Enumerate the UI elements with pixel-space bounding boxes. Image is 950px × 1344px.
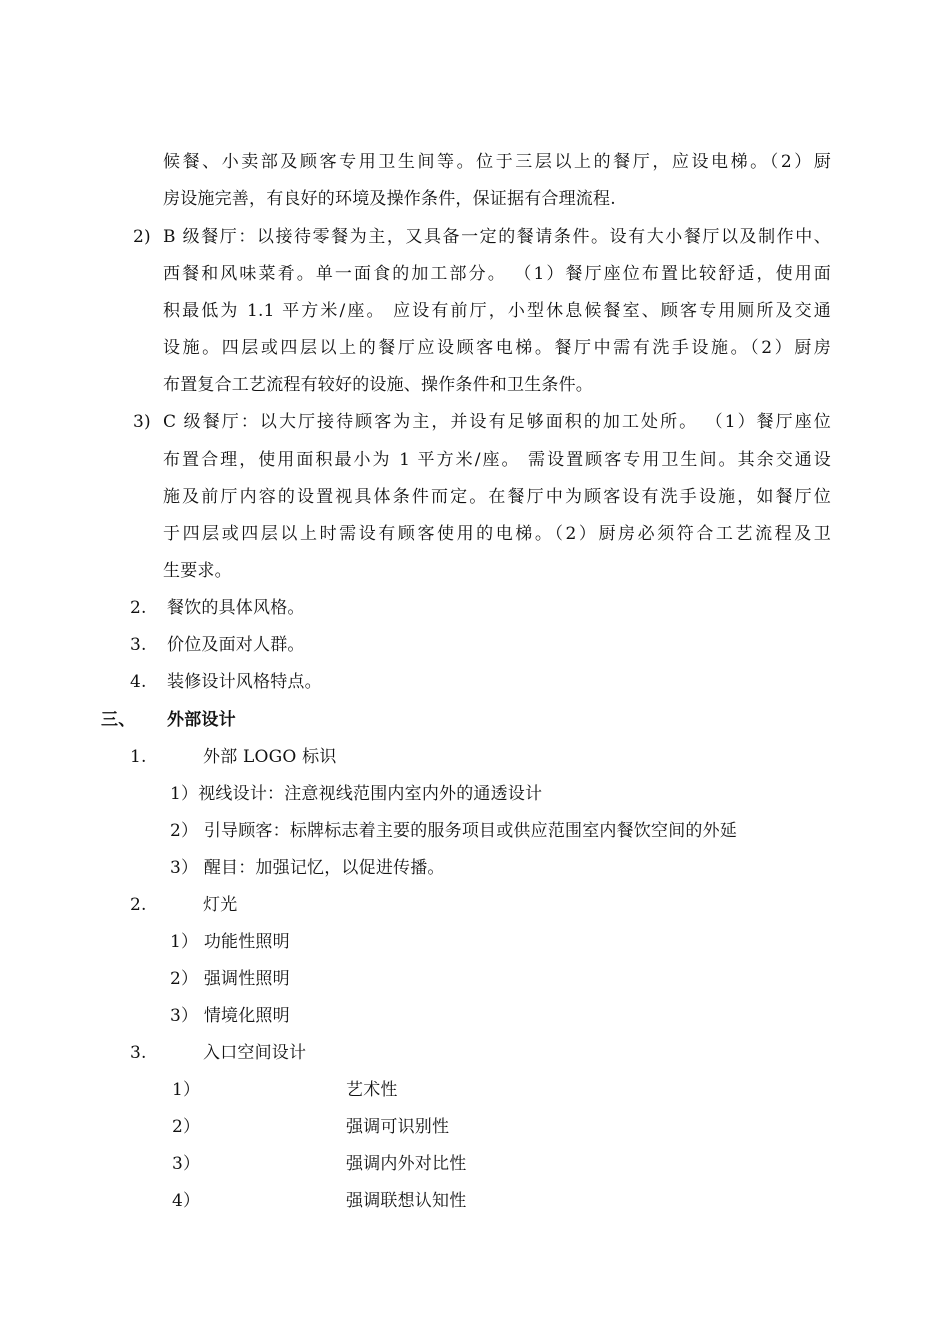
paragraph-c-line-2: 布置合理，使用面积最小为 1 平方米/座。 需设置顾客专用卫生间。其余交通设 bbox=[163, 450, 831, 470]
entrance-sub-4-text: 强调联想认知性 bbox=[346, 1191, 467, 1211]
section-three-title: 外部设计 bbox=[167, 710, 236, 730]
light-sub-3: 3） 情境化照明 bbox=[170, 1006, 290, 1026]
list-main-2-number: 2. bbox=[130, 598, 147, 618]
entrance-sub-3-text: 强调内外对比性 bbox=[346, 1154, 467, 1174]
light-item-number: 2. bbox=[130, 895, 147, 915]
paragraph-a-line-1: 候餐、小卖部及顾客专用卫生间等。位于三层以上的餐厅，应设电梯。（2）厨 bbox=[163, 152, 831, 172]
list-main-4-number: 4. bbox=[130, 672, 147, 692]
entrance-sub-2-number: 2） bbox=[172, 1117, 201, 1137]
paragraph-c-line-3: 施及前厅内容的设置视具体条件而定。在餐厅中为顾客设有洗手设施，如餐厅位 bbox=[163, 487, 831, 507]
paragraph-a-line-2: 房设施完善，有良好的环境及操作条件，保证据有合理流程. bbox=[163, 189, 616, 209]
paragraph-b-number: 2) bbox=[133, 227, 151, 247]
entrance-sub-1-text: 艺术性 bbox=[346, 1080, 398, 1100]
entrance-item-title: 入口空间设计 bbox=[203, 1043, 307, 1063]
entrance-sub-4-number: 4） bbox=[172, 1191, 201, 1211]
list-main-3-number: 3. bbox=[130, 635, 147, 655]
light-sub-1: 1） 功能性照明 bbox=[170, 932, 290, 952]
logo-sub-3: 3） 醒目：加强记忆，以促进传播。 bbox=[170, 858, 445, 878]
logo-item-number: 1. bbox=[130, 747, 147, 767]
section-three-number: 三、 bbox=[101, 710, 136, 730]
list-main-2-text: 餐饮的具体风格。 bbox=[167, 598, 305, 618]
paragraph-b-line-3: 积最低为 1.1 平方米/座。 应设有前厅，小型休息候餐室、顾客专用厕所及交通 bbox=[163, 301, 831, 321]
light-sub-2: 2） 强调性照明 bbox=[170, 969, 290, 989]
logo-sub-1: 1）视线设计：注意视线范围内室内外的通透设计 bbox=[170, 784, 543, 804]
entrance-item-number: 3. bbox=[130, 1043, 147, 1063]
list-main-4-text: 装修设计风格特点。 bbox=[167, 672, 322, 692]
paragraph-b-line-2: 西餐和风味菜肴。单一面食的加工部分。 （1）餐厅座位布置比较舒适，使用面 bbox=[163, 264, 831, 284]
logo-sub-2: 2） 引导顾客：标牌标志着主要的服务项目或供应范围室内餐饮空间的外延 bbox=[170, 821, 738, 841]
paragraph-b-line-1: B 级餐厅：以接待零餐为主，又具备一定的餐请条件。设有大小餐厅以及制作中、 bbox=[163, 227, 831, 247]
entrance-sub-3-number: 3） bbox=[172, 1154, 201, 1174]
paragraph-b-line-4: 设施。四层或四层以上的餐厅应设顾客电梯。餐厅中需有洗手设施。（2）厨房 bbox=[163, 338, 831, 358]
logo-item-title: 外部 LOGO 标识 bbox=[203, 747, 337, 767]
paragraph-b-line-5: 布置复合工艺流程有较好的设施、操作条件和卫生条件。 bbox=[163, 375, 593, 395]
paragraph-c-line-5: 生要求。 bbox=[163, 561, 232, 581]
light-item-title: 灯光 bbox=[203, 895, 238, 915]
paragraph-c-line-1: C 级餐厅：以大厅接待顾客为主，并设有足够面积的加工处所。 （1）餐厅座位 bbox=[163, 412, 831, 432]
entrance-sub-2-text: 强调可识别性 bbox=[346, 1117, 450, 1137]
list-main-3-text: 价位及面对人群。 bbox=[167, 635, 305, 655]
entrance-sub-1-number: 1） bbox=[172, 1080, 201, 1100]
paragraph-c-number: 3) bbox=[133, 412, 151, 432]
paragraph-c-line-4: 于四层或四层以上时需设有顾客使用的电梯。（2）厨房必须符合工艺流程及卫 bbox=[163, 524, 831, 544]
